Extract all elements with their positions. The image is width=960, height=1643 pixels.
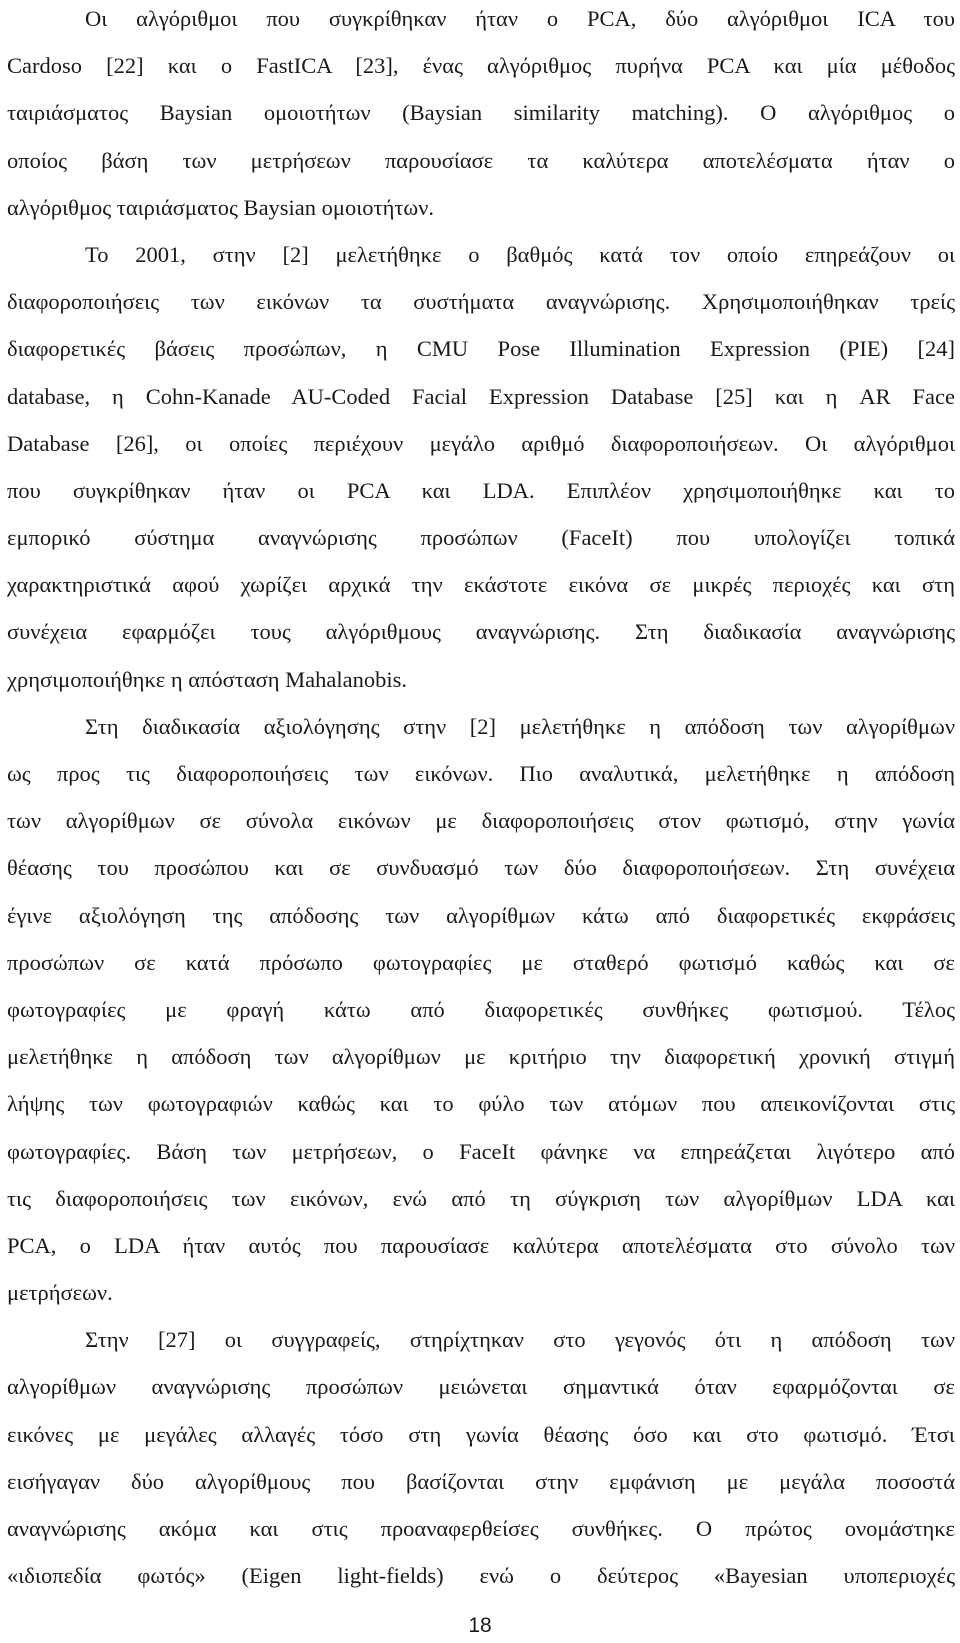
text-line: προσώπων σε κατά πρόσωπο φωτογραφίες με σταθερό φωτισμό καθώς και σε xyxy=(7,949,955,975)
text-line: ταιριάσματος Baysian ομοιοτήτων (Baysian similarity matching). Ο αλγόριθμος ο xyxy=(7,100,955,126)
text-line: PCA, ο LDA ήταν αυτός που παρουσίασε καλύτερα αποτελέσματα στο σύνολο των xyxy=(7,1232,955,1258)
text-line: διαφοροποιήσεις των εικόνων τα συστήματα αναγνώρισης. Χρησιμοποιήθηκαν τρείς xyxy=(7,289,955,315)
text-line: έγινε αξιολόγηση της απόδοσης των αλγορίθμων κάτω από διαφορετικές εκφράσεις xyxy=(7,902,955,928)
text-line: database, η Cohn-Kanade AU-Coded Facial Expression Database [25] και η AR Face xyxy=(7,383,955,409)
text-line: αλγορίθμων αναγνώρισης προσώπων μειώνεται σημαντικά όταν εφαρμόζονται σε xyxy=(7,1374,955,1400)
text-line: Το 2001, στην [2] μελετήθηκε ο βαθμός κατά τον οποίο επηρεάζουν οι xyxy=(85,241,955,267)
text-line: οποίος βάση των μετρήσεων παρουσίασε τα καλύτερα αποτελέσματα ήταν ο xyxy=(7,147,955,173)
text-line: εισήγαγαν δύο αλγορίθμους που βασίζονται στην εμφάνιση με μεγάλα ποσοστά xyxy=(7,1468,955,1494)
body-text xyxy=(7,0,955,1599)
text-line: Στην [27] οι συγγραφείς, στηρίχτηκαν στο γεγονός ότι η απόδοση των xyxy=(85,1327,955,1353)
text-line: φωτογραφίες. Βάση των μετρήσεων, ο FaceIt φάνηκε να επηρεάζεται λιγότερο από xyxy=(7,1138,955,1164)
text-line: που συγκρίθηκαν ήταν οι PCA και LDA. Επιπλέον χρησιμοποιήθηκε και το xyxy=(7,477,955,503)
page-number: 18 xyxy=(468,1614,492,1637)
text-line: εικόνες με μεγάλες αλλαγές τόσο στη γωνία θέασης όσο και στο φωτισμό. Έτσι xyxy=(7,1421,955,1447)
text-line: αναγνώρισης ακόμα και στις προαναφερθείσες συνθήκες. Ο πρώτος ονομάστηκε xyxy=(7,1516,955,1541)
text-line: διαφορετικές βάσεις προσώπων, η CMU Pose Illumination Expression (PIE) [24] xyxy=(7,336,955,362)
text-line: μελετήθηκε η απόδοση των αλγορίθμων με κριτήριο την διαφορετική χρονική στιγμή xyxy=(7,1044,955,1070)
text-line: θέασης του προσώπου και σε συνδυασμό των δύο διαφοροποιήσεων. Στη συνέχεια xyxy=(7,855,955,881)
text-line: φωτογραφίες με φραγή κάτω από διαφορετικές συνθήκες φωτισμού. Τέλος xyxy=(7,996,955,1022)
text-line: τις διαφοροποιήσεις των εικόνων, ενώ από τη σύγκριση των αλγορίθμων LDA και xyxy=(7,1185,955,1211)
text-line: Οι αλγόριθμοι που συγκρίθηκαν ήταν ο PCA, δύο αλγόριθμοι ICA του xyxy=(85,6,955,31)
text-line: ως προς τις διαφοροποιήσεις των εικόνων. Πιο αναλυτικά, μελετήθηκε η απόδοση xyxy=(7,761,955,786)
text-line: των αλγορίθμων σε σύνολα εικόνων με διαφοροποιήσεις στον φωτισμό, στην γωνία xyxy=(7,808,955,834)
text-line: χαρακτηριστικά αφού χωρίζει αρχικά την εκάστοτε εικόνα σε μικρές περιοχές και στη xyxy=(7,572,955,598)
text-line: Στη διαδικασία αξιολόγησης στην [2] μελετήθηκε η απόδοση των αλγορίθμων xyxy=(85,713,955,739)
text-line: χρησιμοποιήθηκε η απόσταση Mahalanobis. xyxy=(7,666,407,692)
text-line: αλγόριθμος ταιριάσματος Baysian ομοιοτήτων. xyxy=(7,194,434,220)
text-line: συνέχεια εφαρμόζει τους αλγόριθμους αναγνώρισης. Στη διαδικασία αναγνώρισης xyxy=(7,619,955,645)
text-line: εμπορικό σύστημα αναγνώρισης προσώπων (FaceIt) που υπολογίζει τοπικά xyxy=(7,525,955,551)
text-line: Database [26], οι οποίες περιέχουν μεγάλο αριθμό διαφοροποιήσεων. Οι αλγόριθμοι xyxy=(7,430,955,456)
text-line: «ιδιοπεδία φωτός» (Eigen light-fields) ενώ ο δεύτερος «Bayesian υποπεριοχές xyxy=(7,1563,955,1589)
text-line: λήψης των φωτογραφιών καθώς και το φύλο των ατόμων που απεικονίζονται στις xyxy=(7,1091,955,1117)
text-line: Cardoso [22] και ο FastICA [23], ένας αλγόριθμος πυρήνα PCA και μία μέθοδος xyxy=(7,53,955,79)
text-line: μετρήσεων. xyxy=(7,1280,113,1306)
